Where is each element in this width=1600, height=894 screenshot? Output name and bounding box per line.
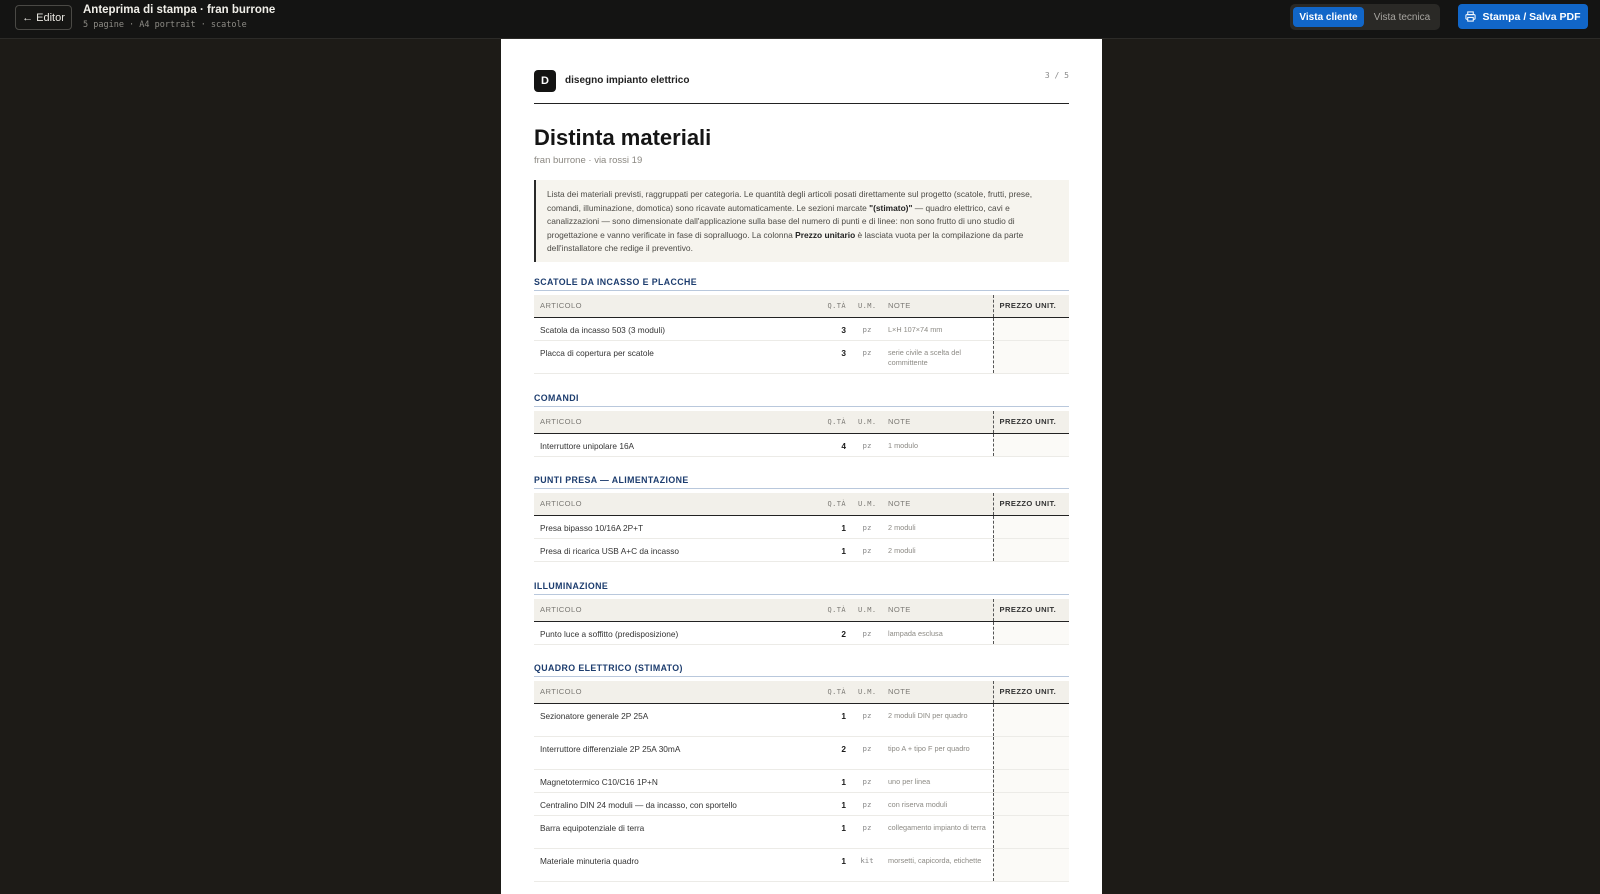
back-to-editor-button[interactable]: ← Editor [15,5,72,30]
column-header-note: NOTE [882,493,993,515]
item-note: uno per linea [882,769,993,792]
item-name: Sezionatore generale 2P 25A [534,703,821,736]
column-header-articolo: ARTICOLO [534,493,821,515]
item-name: Interruttore differenziale 2P 25A 30mA [534,736,821,769]
column-header-prezzo: PREZZO UNIT. [993,493,1069,515]
table-header [534,493,1069,515]
item-note: 1 modulo [882,433,993,456]
unit-price-field [993,736,1069,769]
unit-price-field [993,815,1069,848]
column-header-note: NOTE [882,411,993,433]
column-header-articolo: ARTICOLO [534,681,821,703]
column-header-prezzo: PREZZO UNIT. [993,599,1069,621]
column-header-qta: Q.TÀ [821,599,852,621]
table-header [534,681,1069,703]
intro-note [534,180,1069,262]
item-note: tipo A + tipo F per quadro [882,736,993,769]
item-unit: pz [852,815,882,848]
section-divider [534,406,1069,407]
column-header-um: U.M. [852,493,882,515]
document-title: Distinta materiali [534,125,712,150]
column-header-note: NOTE [882,599,993,621]
intro-bold-price: Prezzo unitario [795,229,856,240]
item-unit: pz [852,769,882,792]
column-header-um: U.M. [852,681,882,703]
item-note: L×H 107×74 mm [882,317,993,340]
unit-price-field [993,340,1069,373]
item-name: Magnetotermico C10/C16 1P+N [534,769,821,792]
print-button-label: Stampa / Salva PDF [1482,10,1581,23]
top-bar [0,0,1600,39]
column-header-prezzo: PREZZO UNIT. [993,295,1069,317]
logo: D [534,70,556,92]
section-title: SCATOLE DA INCASSO E PLACCHE [534,277,698,287]
item-name: Centralino DIN 24 moduli — da incasso, con sportello [534,792,821,815]
column-header-um: U.M. [852,599,882,621]
item-name: Barra equipotenziale di terra [534,815,821,848]
unit-price-field [993,317,1069,340]
table-header [534,411,1069,433]
item-quantity: 2 [821,621,852,644]
column-header-note: NOTE [882,295,993,317]
column-header-prezzo: PREZZO UNIT. [993,411,1069,433]
table-row [534,815,1069,848]
item-name: Presa bipasso 10/16A 2P+T [534,515,821,538]
page-title: Anteprima di stampa · fran burrone [83,4,276,16]
unit-price-field [993,769,1069,792]
table-row [534,538,1069,561]
table-row [534,848,1069,881]
unit-price-field [993,515,1069,538]
table-row [534,736,1069,769]
unit-price-field [993,433,1069,456]
table-row [534,433,1069,456]
column-header-articolo: ARTICOLO [534,599,821,621]
section-divider [534,676,1069,677]
column-header-qta: Q.TÀ [821,295,852,317]
table-header [534,295,1069,317]
materials-table [534,295,1069,374]
header-divider [534,103,1069,104]
item-quantity: 3 [821,317,852,340]
materials-section [534,579,1069,645]
table-row [534,515,1069,538]
printer-icon [1465,11,1476,22]
print-page [501,39,1102,894]
materials-table [534,493,1069,562]
table-row [534,792,1069,815]
item-unit: pz [852,538,882,561]
intro-text: — quadro elettrico, cavi e canalizzazioni — sono dimensionate dall'applicazione sulla base del numero di punti e di linee: non sono frutto di uno studio di progettazione e vanno verificate in fase di sopralluogo. La colonna [547,202,1015,240]
materials-table [534,411,1069,457]
intro-bold-estimated: "(stimato)" [869,202,913,213]
item-quantity: 1 [821,792,852,815]
materials-table [534,681,1069,882]
column-header-qta: Q.TÀ [821,493,852,515]
section-title: COMANDI [534,393,579,403]
table-row [534,703,1069,736]
table-row [534,621,1069,644]
document-info: 5 pagine · A4 portrait · scatole [83,20,247,30]
item-unit: pz [852,317,882,340]
item-quantity: 1 [821,538,852,561]
item-note: 2 moduli [882,538,993,561]
page-number: 3 / 5 [1044,71,1069,80]
print-save-pdf-button[interactable] [1458,4,1588,29]
materials-section [534,275,1069,374]
column-header-um: U.M. [852,411,882,433]
column-header-articolo: ARTICOLO [534,411,821,433]
item-note: lampada esclusa [882,621,993,644]
unit-price-field [993,621,1069,644]
item-note: morsetti, capicorda, etichette [882,848,993,881]
item-note: 2 moduli [882,515,993,538]
item-note: collegamento impianto di terra [882,815,993,848]
materials-section [534,391,1069,457]
item-unit: pz [852,340,882,373]
item-unit: pz [852,792,882,815]
column-header-note: NOTE [882,681,993,703]
column-header-articolo: ARTICOLO [534,295,821,317]
item-quantity: 1 [821,769,852,792]
item-unit: pz [852,736,882,769]
technical-view-button[interactable]: Vista tecnica [1373,11,1431,23]
materials-section [534,661,1069,882]
column-header-qta: Q.TÀ [821,681,852,703]
item-quantity: 1 [821,703,852,736]
table-header [534,599,1069,621]
column-header-qta: Q.TÀ [821,411,852,433]
section-divider [534,290,1069,291]
item-name: Materiale minuteria quadro [534,848,821,881]
document-subtitle: fran burrone · via rossi 19 [534,155,643,166]
item-note: 2 moduli DIN per quadro [882,703,993,736]
section-title: PUNTI PRESA — ALIMENTAZIONE [534,475,689,485]
column-header-um: U.M. [852,295,882,317]
unit-price-field [993,848,1069,881]
table-row [534,317,1069,340]
item-quantity: 1 [821,815,852,848]
item-quantity: 1 [821,515,852,538]
materials-table [534,599,1069,645]
view-toggle [1290,4,1440,30]
column-header-prezzo: PREZZO UNIT. [993,681,1069,703]
item-unit: pz [852,433,882,456]
section-divider [534,488,1069,489]
item-name: Presa di ricarica USB A+C da incasso [534,538,821,561]
table-row [534,340,1069,373]
item-note: con riserva moduli [882,792,993,815]
item-name: Interruttore unipolare 16A [534,433,821,456]
unit-price-field [993,792,1069,815]
item-unit: pz [852,703,882,736]
intro-text: è lasciata vuota per la compilazione da parte dell'installatore che redige il preventivo. [547,229,1024,253]
table-row [534,769,1069,792]
item-unit: pz [852,515,882,538]
unit-price-field [993,703,1069,736]
item-quantity: 1 [821,848,852,881]
client-view-button[interactable]: Vista cliente [1293,7,1364,27]
materials-section [534,473,1069,562]
item-note: serie civile a scelta del committente [882,340,993,373]
section-divider [534,594,1069,595]
item-quantity: 3 [821,340,852,373]
item-unit: kit [852,848,882,881]
item-unit: pz [852,621,882,644]
section-title: ILLUMINAZIONE [534,581,609,591]
brand-name: disegno impianto elettrico [565,75,690,86]
item-name: Scatola da incasso 503 (3 moduli) [534,317,821,340]
item-name: Placca di copertura per scatole [534,340,821,373]
unit-price-field [993,538,1069,561]
section-title: QUADRO ELETTRICO (STIMATO) [534,663,683,673]
item-quantity: 2 [821,736,852,769]
item-name: Punto luce a soffitto (predisposizione) [534,621,821,644]
intro-text: Lista dei materiali previsti, raggruppati per categoria. Le quantità degli articoli posati direttamente sul progetto (scatole, frutti, prese, comandi, illuminazione, domotica) sono ricavate automaticamente. Le sezioni marcate [547,189,1033,213]
item-quantity: 4 [821,433,852,456]
